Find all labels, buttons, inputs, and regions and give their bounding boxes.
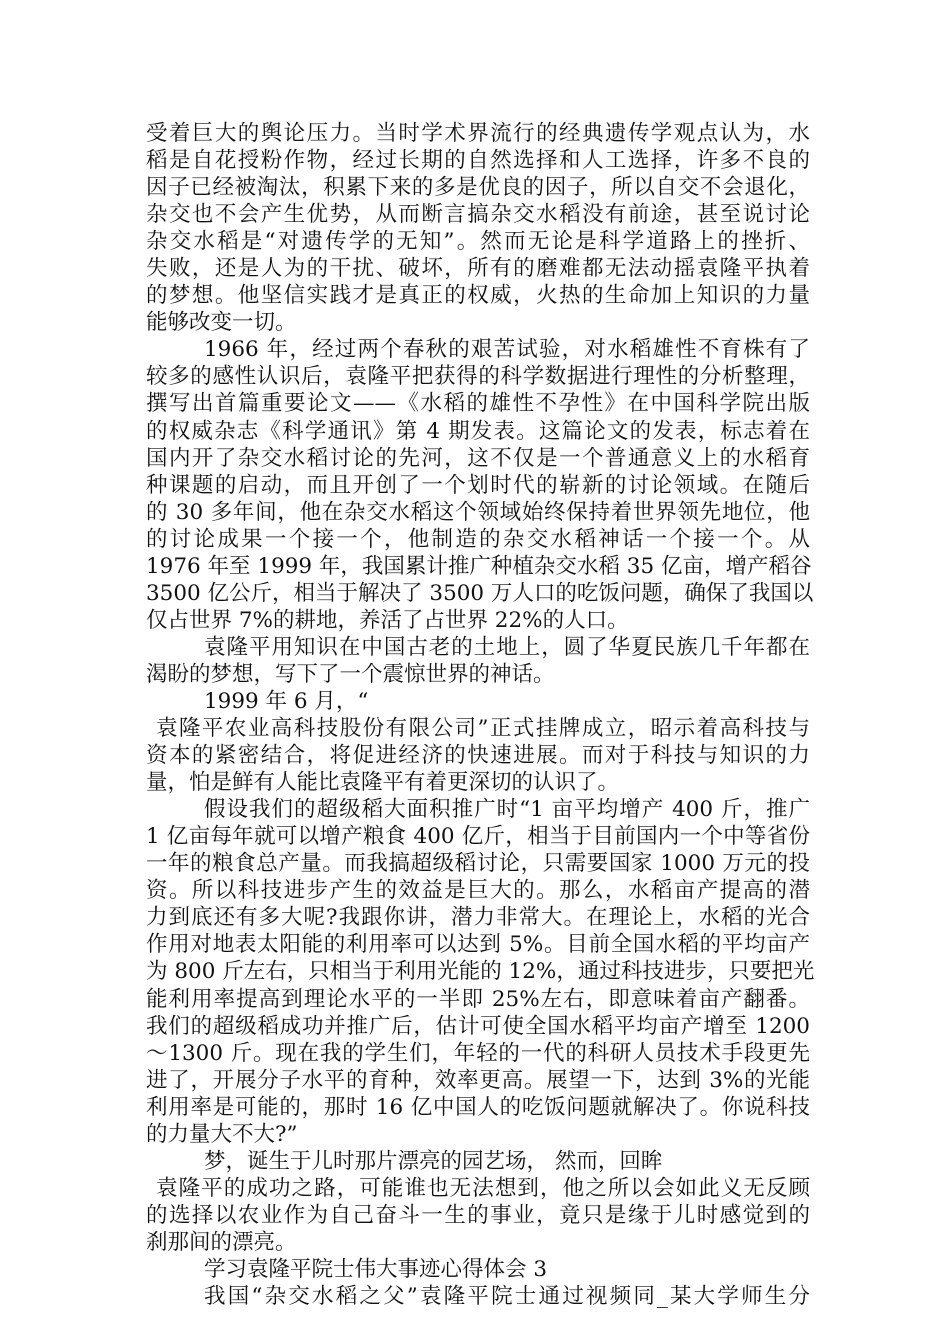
text-line: 渴盼的梦想，写下了一个震惊世界的神话。 <box>146 661 555 687</box>
text-line: 袁隆平用知识在中国古老的土地上，圆了华夏民族几千年都在 <box>204 634 810 660</box>
text-line: 我们的超级稻成功并推广后，估计可使全国水稻平均亩产增至 1200 <box>146 1013 810 1039</box>
text-line: 资。所以科技进步产生的效益是巨大的。那么，水稻亩产提高的潜 <box>146 878 810 904</box>
text-line: 袁隆平农业高科技股份有限公司”正式挂牌成立，昭示着高科技与 <box>156 716 810 742</box>
text-line: 的 30 多年间，他在杂交水稻这个领域始终保持着世界领先地位，他 <box>146 499 810 525</box>
text-line: 3500 亿公斤，相当于解决了 3500 万人口的吃饭问题，确保了我国以 <box>146 580 814 606</box>
text-line: 能利用率提高到理论水平的一半即 25%左右，即意味着亩产翻番。 <box>146 986 810 1012</box>
text-line: 刹那间的漂亮。 <box>146 1229 297 1255</box>
text-line: 袁隆平的成功之路，可能谁也无法想到，他之所以会如此义无反顾 <box>156 1175 810 1201</box>
text-line: 的梦想。他坚信实践才是真正的权威，火热的生命加上知识的力量 <box>146 283 810 309</box>
text-line: 国内开了杂交水稻讨论的先河，这不仅是一个普通意义上的水稻育 <box>146 445 810 471</box>
text-line: 较多的感性认识后，袁隆平把获得的科学数据进行理性的分析整理， <box>146 364 810 390</box>
text-line: 种课题的启动，而且开创了一个划时代的崭新的讨论领域。在随后 <box>146 472 810 498</box>
text-line: 的权威杂志《科学通讯》第 4 期发表。这篇论文的发表，标志着在 <box>146 418 810 444</box>
text-line: 杂交水稻是“对遗传学的无知”。然而无论是科学道路上的挫折、 <box>146 229 810 255</box>
text-line: 的力量大不大?” <box>146 1121 298 1147</box>
text-line: 受着巨大的舆论压力。当时学术界流行的经典遗传学观点认为，水 <box>146 121 810 146</box>
text-line: 一年的粮食总产量。而我搞超级稻讨论，只需要国家 1000 万元的投 <box>146 851 810 877</box>
text-line: 量，怕是鲜有人能比袁隆平有着更深切的认识了。 <box>146 770 620 796</box>
text-line: 失败，还是人为的干扰、破坏，所有的磨难都无法动摇袁隆平执着 <box>146 256 810 282</box>
text-line: 资本的紧密结合，将促进经济的快速进展。而对于科技与知识的力 <box>146 743 810 769</box>
text-line: 学习袁隆平院士伟大事迹心得体会 3 <box>204 1256 548 1282</box>
text-line: 能够改变一切。 <box>146 310 297 336</box>
text-line: 力到底还有多大呢?我跟你讲，潜力非常大。在理论上，水稻的光合 <box>146 905 810 931</box>
text-line: 杂交也不会产生优势，从而断言搞杂交水稻没有前途，甚至说讨论 <box>146 202 810 228</box>
text-line: 假设我们的超级稻大面积推广时“1 亩平均增产 400 斤，推广 <box>204 797 810 823</box>
text-line: 的选择以农业作为自己奋斗一生的事业，竟只是缘于儿时感觉到的 <box>146 1202 810 1228</box>
text-line: 作用对地表太阳能的利用率可以达到 5%。目前全国水稻的平均亩产 <box>146 932 810 958</box>
text-line: 1 亿亩每年就可以增产粮食 400 亿斤，相当于目前国内一个中等省份 <box>146 824 810 850</box>
text-line: 撰写出首篇重要论文——《水稻的雄性不孕性》在中国科学院出版 <box>146 391 810 417</box>
text-line: ～1300 斤。现在我的学生们，年轻的一代的科研人员技术手段更先 <box>146 1040 810 1066</box>
text-line: 梦，诞生于儿时那片漂亮的园艺场， 然而，回眸 <box>204 1148 663 1174</box>
text-line: 1976 年至 1999 年，我国累计推广种植杂交水稻 35 亿亩，增产稻谷 <box>146 553 812 579</box>
text-line: 仅占世界 7%的耕地，养活了占世界 22%的人口。 <box>146 607 629 633</box>
text-line: 1999 年 6 月，“ <box>204 688 369 714</box>
document-body <box>146 120 815 1310</box>
text-line: 利用率是可能的，那时 16 亿中国人的吃饭问题就解决了。你说科技 <box>146 1094 810 1120</box>
text-line: 我国“杂交水稻之父”袁隆平院士通过视频同_某大学师生分 <box>204 1284 810 1310</box>
text-line: 1966 年，经过两个春秋的艰苦试验，对水稻雄性不育株有了 <box>204 337 810 363</box>
text-line: 稻是自花授粉作物，经过长期的自然选择和人工选择，许多不良的 <box>146 148 810 174</box>
text-line: 的讨论成果一个接一个，他制造的杂交水稻神话一个接一个。从 <box>146 526 810 552</box>
text-line: 因子已经被淘汰，积累下来的多是优良的因子，所以自交不会退化， <box>146 175 810 201</box>
text-line: 进了，开展分子水平的育种，效率更高。展望一下，达到 3%的光能 <box>146 1067 810 1093</box>
text-line: 为 800 斤左右，只相当于利用光能的 12%，通过科技进步，只要把光 <box>146 959 815 985</box>
